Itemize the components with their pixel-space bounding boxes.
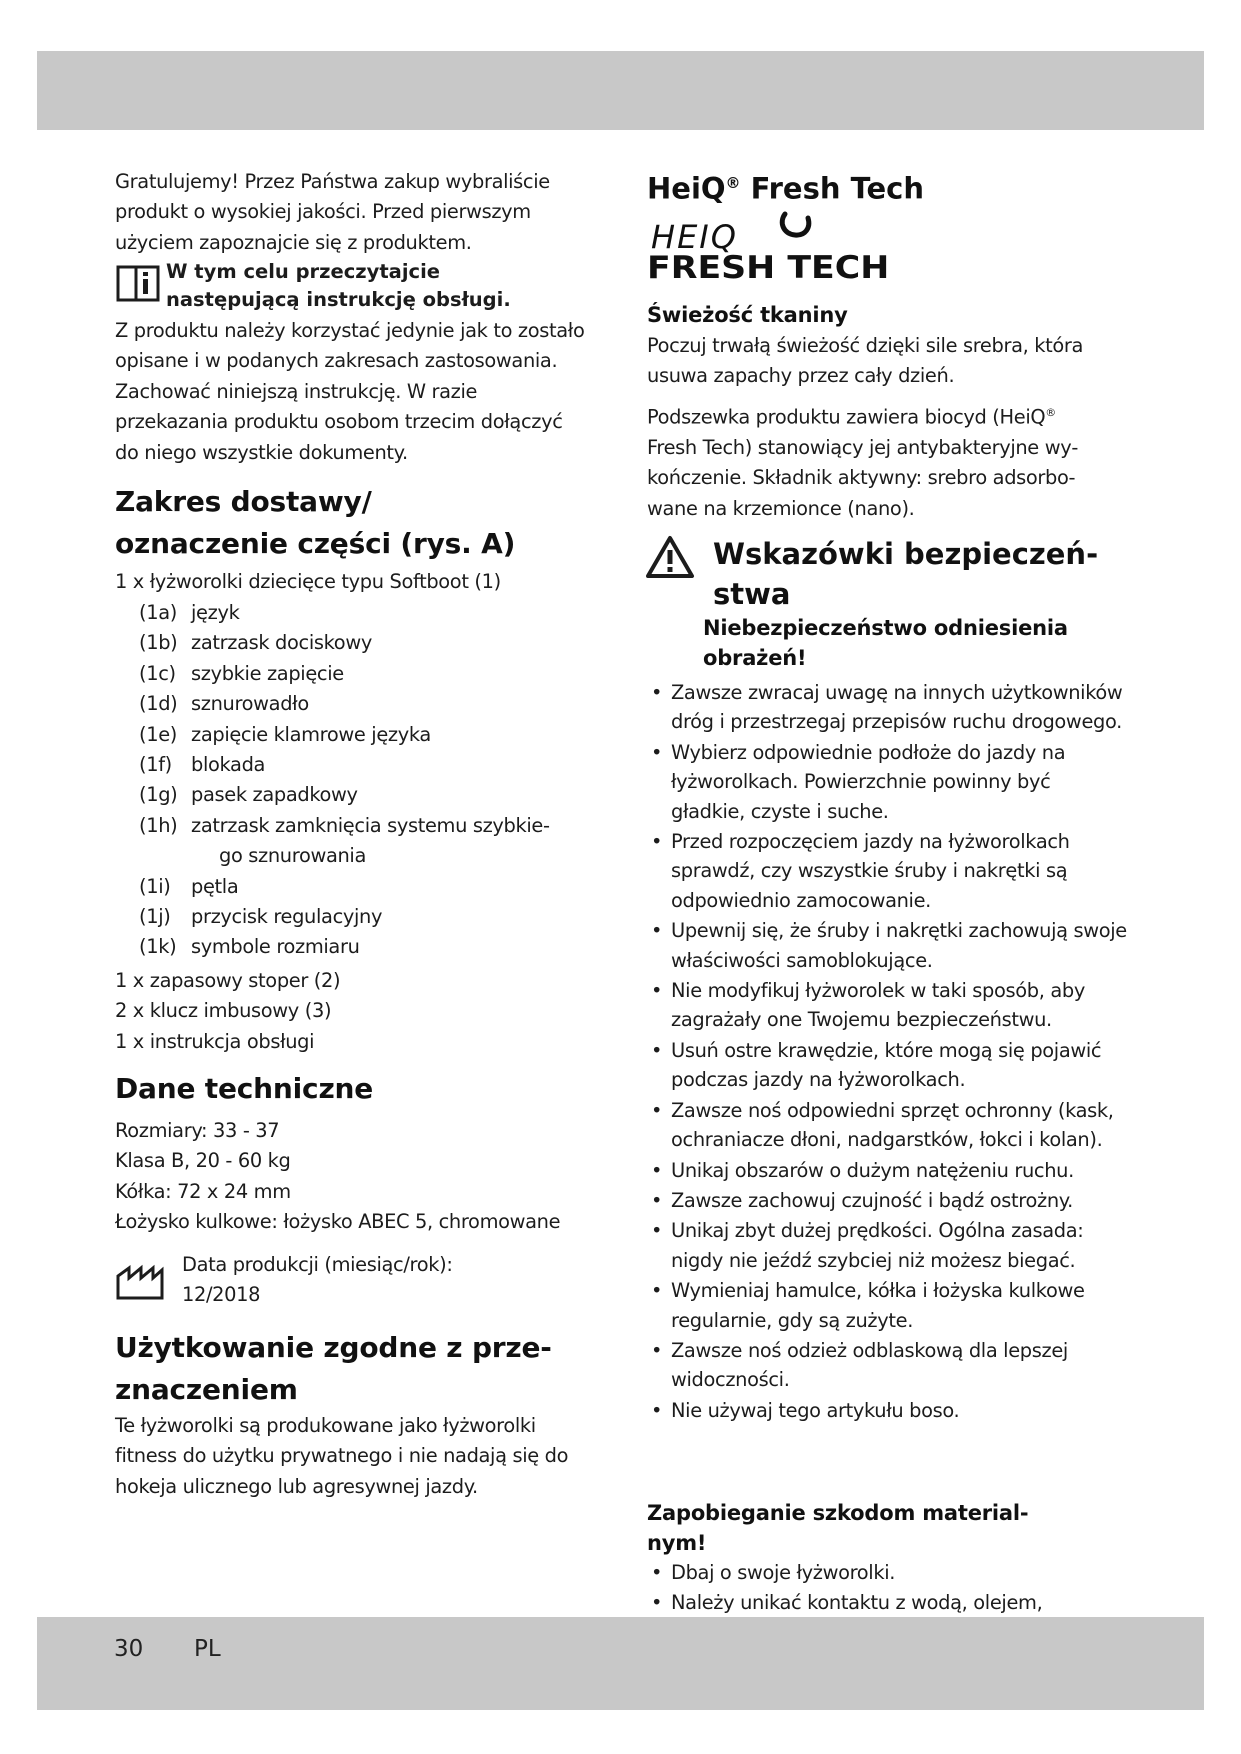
parts-list bbox=[139, 598, 595, 963]
list-item: • Zawsze zachowuj czujność i bądź ostrożny. bbox=[647, 1186, 1129, 1215]
list-item: • Zawsze zwracaj uwagę na innych użytkowników dróg i przestrzegaj przepisów ruchu drogowego. bbox=[647, 678, 1129, 737]
spec-line: Łożysko kulkowe: łożysko ABEC 5, chromowane bbox=[115, 1210, 561, 1234]
spec-line: Rozmiary: 33 - 37 bbox=[115, 1119, 280, 1142]
damage-heading-line2: nym! bbox=[647, 1531, 707, 1555]
safety-heading bbox=[713, 534, 1133, 614]
language-code: PL bbox=[194, 1636, 221, 1662]
intended-use-heading bbox=[115, 1327, 605, 1411]
intro-text: Gratulujemy! Przez Państwa zakup wybraliście produkt o wysokiej jakości. Przed pierwszym użyciem zapoznajcie się z produktem. bbox=[115, 170, 550, 254]
logo-heiq-text: HEIQ bbox=[651, 218, 738, 256]
header-band bbox=[37, 51, 1204, 130]
list-item: • Zawsze noś odpowiedni sprzęt ochronny (kask, ochraniacze dłoni, nadgarstków, łokci i kolan). bbox=[647, 1096, 1129, 1155]
factory-icon bbox=[115, 1254, 169, 1304]
read-manual-notice bbox=[115, 258, 595, 314]
danger-heading bbox=[703, 613, 1133, 673]
manual-info-icon bbox=[115, 260, 166, 310]
logo-swirl-icon bbox=[777, 208, 815, 242]
danger-line1: Niebezpieczeństwo odniesienia bbox=[703, 616, 1068, 640]
heiq-heading-rest: Fresh Tech bbox=[740, 171, 925, 206]
list-item: (1j) przycisk regulacyjny bbox=[139, 905, 383, 929]
damage-heading bbox=[647, 1498, 1122, 1558]
extras-list bbox=[115, 966, 595, 1057]
freshness-text: Poczuj trwałą świeżość dzięki sile srebra, która usuwa zapachy przez cały dzień. bbox=[647, 334, 1084, 388]
delivery-heading-line2: oznaczenie części (rys. A) bbox=[115, 527, 516, 560]
page-number: 30 bbox=[114, 1636, 144, 1662]
intended-heading-line1: Użytkowanie zgodne z prze- bbox=[115, 1331, 552, 1364]
list-item: • Upewnij się, że śruby i nakrętki zachowują swoje właściwości samoblokujące. bbox=[647, 916, 1129, 975]
intended-heading-line2: znaczeniem bbox=[115, 1373, 298, 1406]
spec-line: Klasa B, 20 - 60 kg bbox=[115, 1149, 291, 1173]
delivery-heading-line1: Zakres dostawy/ bbox=[115, 485, 372, 518]
list-item: (1k) symbole rozmiaru bbox=[139, 935, 360, 959]
delivery-heading bbox=[115, 481, 595, 565]
heiq-heading bbox=[647, 163, 1122, 209]
intended-use-text: Te łyżworolki są produkowane jako łyżworolki fitness do użytku prywatnego i nie nadają się do hokeja ulicznego lub agresywnej jazdy. bbox=[115, 1414, 569, 1498]
usage-note: Z produktu należy korzystać jedynie jak to zostało opisane i w podanych zakresach zastosowania. Zachować niniejszą instrukcję. W razie przekazania produktu osobom trzecim dołączyć do niego wszystkie dokumenty. bbox=[115, 319, 585, 464]
list-item: 1 x zapasowy stoper (2) bbox=[115, 969, 341, 992]
list-item: (1b) zatrzask dociskowy bbox=[139, 631, 372, 655]
list-item: (1g) pasek zapadkowy bbox=[139, 783, 358, 807]
safety-heading-line2: stwa bbox=[713, 577, 791, 611]
list-item: (1a) język bbox=[139, 601, 240, 624]
notice-line-1: W tym celu przeczytajcie bbox=[166, 260, 440, 283]
list-item: • Nie modyfikuj łyżworolek w taki sposób, aby zagrażały one Twojemu bezpieczeństwu. bbox=[647, 976, 1129, 1035]
production-date bbox=[182, 1250, 582, 1311]
list-item: • Należy unikać kontaktu z wodą, olejem, bbox=[647, 1588, 1129, 1617]
freshness-heading: Świeżość tkaniny bbox=[647, 303, 848, 327]
list-item: • Unikaj obszarów o dużym natężeniu ruchu. bbox=[647, 1156, 1129, 1185]
safety-heading-line1: Wskazówki bezpieczeń- bbox=[713, 537, 1099, 571]
list-item: (1h) zatrzask zamknięcia systemu szybkie- bbox=[139, 813, 550, 837]
list-item: (1e) zapięcie klamrowe języka bbox=[139, 722, 431, 746]
spec-line: Kółka: 72 x 24 mm bbox=[115, 1179, 291, 1203]
list-item: (1c) szybkie zapięcie bbox=[139, 661, 344, 685]
list-item: • Przed rozpoczęciem jazdy na łyżworolkach sprawdź, czy wszystkie śruby i nakrętki są odpowiednio zamocowanie. bbox=[647, 827, 1129, 915]
production-value: 12/2018 bbox=[182, 1283, 261, 1307]
footer-band bbox=[37, 1617, 1204, 1710]
damage-list bbox=[647, 1558, 1129, 1619]
biocide-registered-mark: ® bbox=[1045, 406, 1056, 419]
list-item: • Nie używaj tego artykułu boso. bbox=[647, 1396, 1129, 1425]
list-item: 2 x klucz imbusowy (3) bbox=[115, 999, 332, 1023]
list-item: 1 x instrukcja obsługi bbox=[115, 1029, 315, 1053]
warning-icon bbox=[645, 535, 695, 579]
tech-heading: Dane techniczne bbox=[115, 1072, 374, 1105]
list-item: • Dbaj o swoje łyżworolki. bbox=[647, 1558, 1129, 1587]
logo-fresh-tech-text: FRESH TECH bbox=[647, 250, 890, 286]
list-item: (1i) pętla bbox=[139, 874, 239, 898]
list-item: go sznurowania bbox=[219, 844, 367, 868]
list-item: • Wybierz odpowiednie podłoże do jazdy na łyżworolkach. Powierzchnie powinny być gładkie, czyste i suche. bbox=[647, 738, 1129, 826]
biocide-text-a: Podszewka produktu zawiera biocyd (HeiQ bbox=[647, 405, 1046, 429]
biocide-text-b: Fresh Tech) stanowiący jej antybakteryjne wykończenie. Składnik aktywny: srebro adsorbowane na krzemionce (nano). bbox=[647, 435, 1079, 520]
registered-mark: ® bbox=[725, 174, 741, 192]
production-label: Data produkcji (miesiąc/rok): bbox=[182, 1253, 453, 1276]
list-item: • Wymieniaj hamulce, kółka i łożyska kulkowe regularnie, gdy są zużyte. bbox=[647, 1276, 1129, 1335]
list-item: • Usuń ostre krawędzie, które mogą się pojawić podczas jazdy na łyżworolkach. bbox=[647, 1036, 1129, 1095]
tech-specs bbox=[115, 1116, 605, 1238]
damage-heading-line1: Zapobieganie szkodom material- bbox=[647, 1501, 1029, 1525]
list-item: • Unikaj zbyt dużej prędkości. Ogólna zasada: nigdy nie jeźdź szybciej niż możesz biegać. bbox=[647, 1216, 1129, 1275]
notice-line-2: następującą instrukcję obsługi. bbox=[166, 288, 511, 311]
safety-list bbox=[647, 678, 1129, 1426]
list-item: (1d) sznurowadło bbox=[139, 692, 309, 716]
heiq-fresh-tech-logo bbox=[647, 208, 947, 292]
list-item: (1f) blokada bbox=[139, 753, 266, 777]
list-item: • Zawsze noś odzież odblaskową dla lepszej widoczności. bbox=[647, 1336, 1129, 1395]
heiq-heading-brand: HeiQ bbox=[647, 171, 726, 206]
main-item: 1 x łyżworolki dziecięce typu Softboot (1) bbox=[115, 570, 501, 593]
danger-line2: obrażeń! bbox=[703, 646, 807, 670]
biocide-text bbox=[647, 398, 1092, 524]
